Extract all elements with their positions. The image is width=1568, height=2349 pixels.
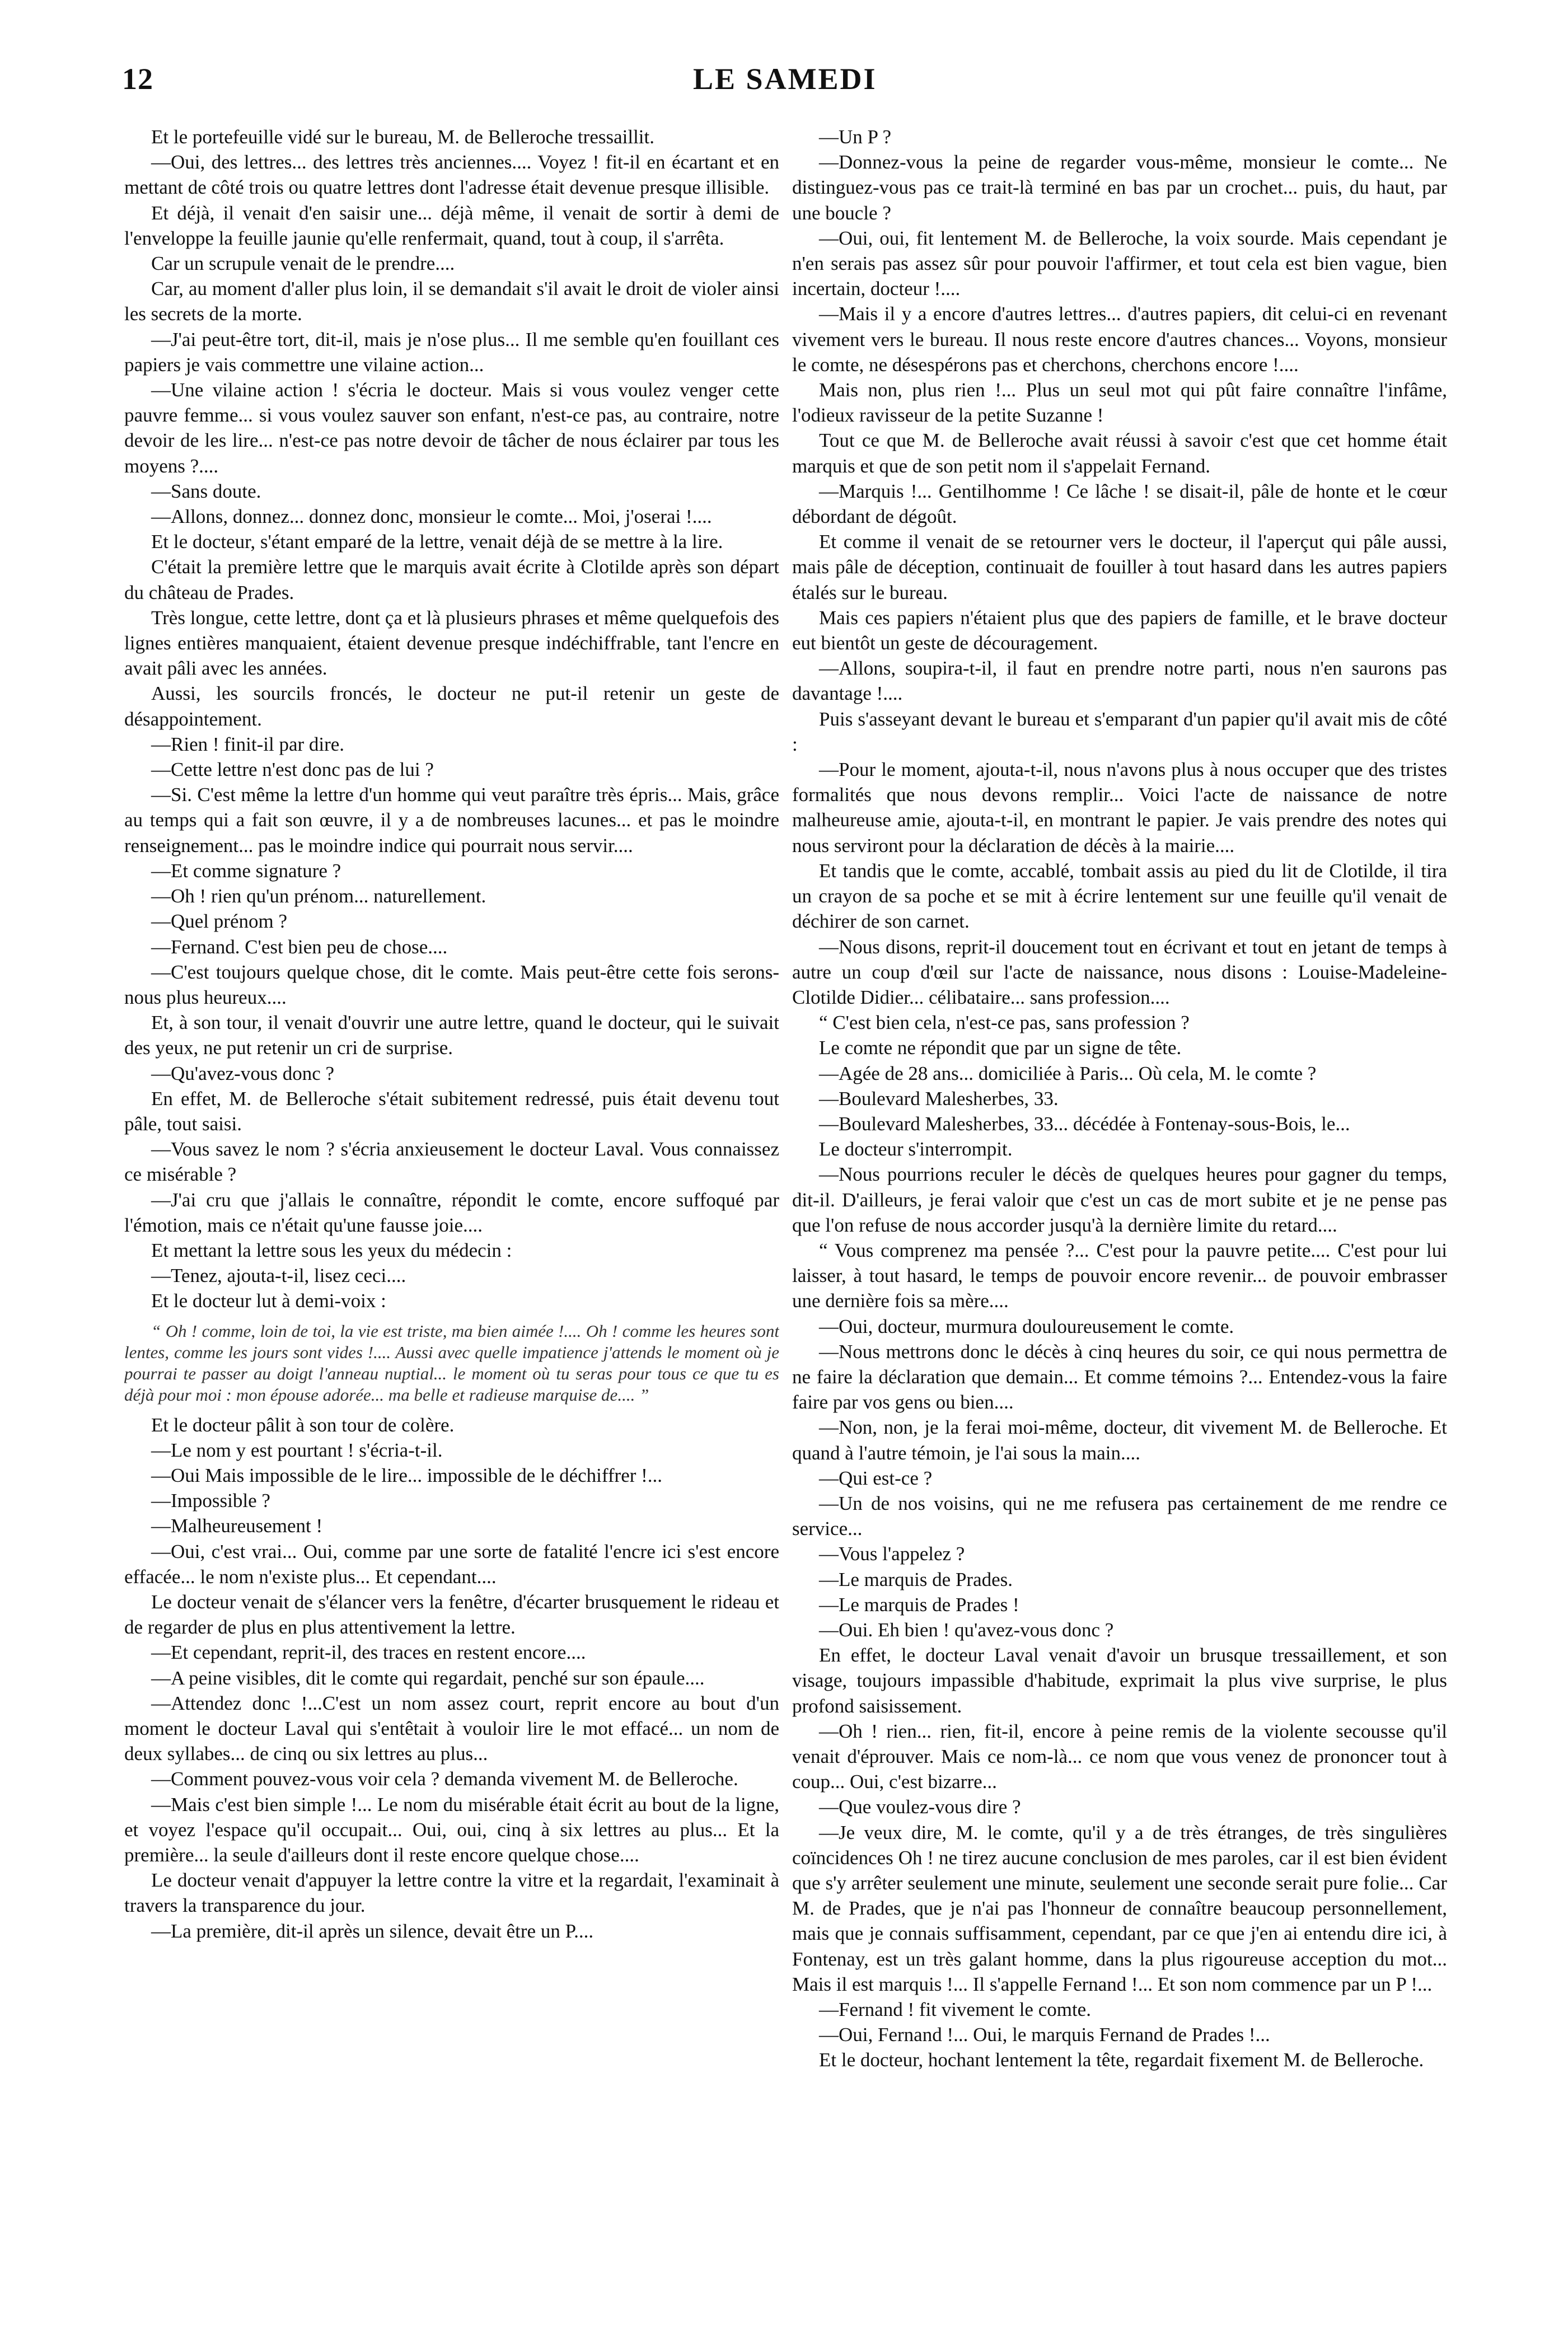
paragraph: Puis s'asseyant devant le bureau et s'emparant d'un papier qu'il avait mis de côté : <box>792 708 1447 755</box>
paragraph: Et mettant la lettre sous les yeux du médecin : <box>151 1239 512 1261</box>
paragraph: Car, au moment d'aller plus loin, il se demandait s'il avait le droit de violer ainsi les secrets de la morte. <box>124 278 779 325</box>
paragraph: Et déjà, il venait d'en saisir une... déjà même, il venait de sortir à demi de l'enveloppe la feuille jaunie qu'elle renfermait, quand, tout à coup, il s'arrêta. <box>124 202 779 249</box>
paragraph: Et tandis que le comte, accablé, tombait assis au pied du lit de Clotilde, il tira un crayon de sa poche et se mit à écrire lentement sur une feuille qu'il venait de déchirer de son carnet. <box>792 859 1447 933</box>
paragraph: —Oui, Fernand !... Oui, le marquis Fernand de Prades !... <box>819 2024 1270 2046</box>
paragraph: —Rien ! finit-il par dire. <box>151 733 345 755</box>
paragraph: —Vous savez le nom ? s'écria anxieusement le docteur Laval. Vous connaissez ce misérable ? <box>124 1138 779 1186</box>
paragraph: —Fernand ! fit vivement le comte. <box>819 1999 1091 2021</box>
paragraph: —Non, non, je la ferai moi-même, docteur, dit vivement M. de Belleroche. Et quand à l'autre témoin, je l'ai sous la main.... <box>792 1416 1447 1464</box>
paragraph: —Tenez, ajouta-t-il, lisez ceci.... <box>151 1265 406 1287</box>
paragraph: —Oh ! rien... rien, fit-il, encore à peine remis de la violente secousse qu'il venait d'éprouver. Mais ce nom-là... ce nom que vous venez de prononcer tout à coup... Oui, c'est bizarre... <box>792 1720 1447 1793</box>
left-column <box>124 124 779 2308</box>
paragraph: —A peine visibles, dit le comte qui regardait, penché sur son épaule.... <box>151 1667 705 1689</box>
paragraph: —Quel prénom ? <box>151 910 287 933</box>
paragraph: “ Vous comprenez ma pensée ?... C'est pour la pauvre petite.... C'est pour lui laisser, à tout hasard, le temps de pouvoir encore revenir... de pouvoir embrasser une dernière fois sa mère.... <box>792 1239 1447 1312</box>
paragraph: —Cette lettre n'est donc pas de lui ? <box>151 759 434 781</box>
paragraph: —Donnez-vous la peine de regarder vous-même, monsieur le comte... Ne distinguez-vous pas ce trait-là terminé en bas par un crochet... puis, du haut, par une boucle ? <box>792 151 1447 224</box>
paragraph: Mais ces papiers n'étaient plus que des papiers de famille, et le brave docteur eut bientôt un geste de découragement. <box>792 606 1447 654</box>
paragraph: Tout ce que M. de Belleroche avait réussi à savoir c'est que cet homme était marquis et que de son petit nom il s'appelait Fernand. <box>792 429 1447 477</box>
quoted-letter: “ Oh ! comme, loin de toi, la vie est triste, ma bien aimée !.... Oh ! comme les heures sont lentes, comme les jours sont vides !.... Aussi avec quelle impatience j'attends le moment où je pourrai te passer au doigt l'anneau nuptial... le moment où tu seras pour tous ce que tu es déjà pour moi : mon épouse adorée... ma belle et radieuse marquise de.... ” <box>124 1321 779 1405</box>
paragraph: Mais non, plus rien !... Plus un seul mot qui pût faire connaître l'infâme, l'odieux ravisseur de la petite Suzanne ! <box>792 379 1447 427</box>
paragraph: —Et comme signature ? <box>151 859 341 882</box>
paragraph: —Allons, donnez... donnez donc, monsieur le comte... Moi, j'oserai !.... <box>151 506 712 528</box>
paragraph: —Mais c'est bien simple !... Le nom du misérable était écrit au bout de la ligne, et voyez l'espace qu'il occupait... Oui, oui, cinq à six lettres au plus... Et la première... la seule d'ailleurs dont il reste encore quelque chose.... <box>124 1793 779 1866</box>
paragraph: Le docteur venait de s'élancer vers la fenêtre, d'écarter brusquement le rideau et de regarder de plus en plus attentivement la lettre. <box>124 1590 779 1639</box>
paragraph: En effet, le docteur Laval venait d'avoir un brusque tressaillement, et son visage, toujours impassible d'habitude, exprimait la plus vive surprise, le plus profond saisissement. <box>792 1644 1447 1717</box>
paragraph: —Nous mettrons donc le décès à cinq heures du soir, ce qui nous permettra de ne faire la déclaration que demain... Et comme témoins ?... Entendez-vous la faire faire par vos gens ou bien.... <box>792 1340 1447 1414</box>
paragraph: Et le docteur pâlit à son tour de colère. <box>151 1414 455 1436</box>
paragraph: Le docteur s'interrompit. <box>819 1138 1013 1161</box>
paragraph: —La première, dit-il après un silence, devait être un P.... <box>151 1920 594 1942</box>
paragraph: —Une vilaine action ! s'écria le docteur. Mais si vous voulez venger cette pauvre femme... si vous voulez sauver son enfant, n'est-ce pas, au contraire, notre devoir de les lire... n'est-ce pas notre devoir de tâcher de nous éclairer par tous les moyens ?.... <box>124 379 779 477</box>
paragraph: —Nous pourrions reculer le décès de quelques heures pour gagner du temps, dit-il. D'ailleurs, je ferai valoir que c'est un cas de mort subite et je ne pense pas que l'on refuse de nous accorder jusqu'à la dernière limite du retard.... <box>792 1163 1447 1236</box>
paragraph: —Un P ? <box>819 126 891 148</box>
paragraph: —Un de nos voisins, qui ne me refusera pas certainement de me rendre ce service... <box>792 1492 1447 1540</box>
paragraph: Le comte ne répondit que par un signe de tête. <box>819 1037 1182 1059</box>
paragraph: Et le portefeuille vidé sur le bureau, M. de Belleroche tressaillit. <box>151 126 654 148</box>
paragraph: —Pour le moment, ajouta-t-il, nous n'avons plus à nous occuper que des tristes formalités que nous devons remplir... Voici l'acte de naissance de notre malheureuse amie, ajouta-t-il, en montrant le papier. Je vais prendre des notes qui nous serviront pour la déclaration de décès à la mairie.... <box>792 759 1447 857</box>
paragraph: —Sans doute. <box>151 480 261 502</box>
paragraph: —Vous l'appelez ? <box>819 1543 965 1565</box>
paragraph: —Agée de 28 ans... domiciliée à Paris... Où cela, M. le comte ? <box>819 1062 1317 1084</box>
paragraph: Aussi, les sourcils froncés, le docteur ne put-il retenir un geste de désappointement. <box>124 682 779 730</box>
paragraph: Car un scrupule venait de le prendre.... <box>151 252 455 275</box>
paragraph: —Qu'avez-vous donc ? <box>151 1062 335 1084</box>
paragraph: —Mais il y a encore d'autres lettres... d'autres papiers, dit celui-ci en revenant vivement vers le bureau. Il nous reste encore d'autres chances... Voyons, monsieur le comte, ne désespérons pas et cherchons, cherchons encore !.... <box>792 303 1447 376</box>
paragraph: —Marquis !... Gentilhomme ! Ce lâche ! se disait-il, pâle de honte et le cœur débordant de dégoût. <box>792 480 1447 528</box>
paragraph: Très longue, cette lettre, dont ça et là plusieurs phrases et même quelquefois des lignes entières manquaient, étaient devenue presque indéchiffrable, tant l'encre en avait pâli avec les années. <box>124 606 779 680</box>
paragraph: —Impossible ? <box>151 1490 270 1512</box>
paragraph: —Oui, oui, fit lentement M. de Belleroche, la voix sourde. Mais cependant je n'en serais pas assez sûr pour pouvoir l'affirmer, et tout cela est bien vague, bien incertain, docteur !.... <box>792 227 1447 300</box>
paragraph: —Oui, docteur, murmura douloureusement le comte. <box>819 1315 1234 1337</box>
paragraph: —Oh ! rien qu'un prénom... naturellement. <box>151 885 486 907</box>
paragraph: —Boulevard Malesherbes, 33. <box>819 1087 1059 1110</box>
paragraph: —Comment pouvez-vous voir cela ? demanda vivement M. de Belleroche. <box>151 1768 738 1790</box>
paragraph: —Nous disons, reprit-il doucement tout en écrivant et tout en jetant de temps à autre un coup d'œil sur l'acte de naissance, nous disons : Louise-Madeleine-Clotilde Didier... célibataire... sans profession.... <box>792 935 1447 1008</box>
paragraph: Et comme il venait de se retourner vers le docteur, il l'aperçut qui pâle aussi, mais pâle de déception, continuait de fouiller à tout hasard dans les autres papiers étalés sur le bureau. <box>792 531 1447 603</box>
paragraph: —Le marquis de Prades. <box>819 1568 1013 1590</box>
paragraph: Et le docteur, s'étant emparé de la lettre, venait déjà de se mettre à la lire. <box>151 531 723 553</box>
paragraph: —C'est toujours quelque chose, dit le comte. Mais peut-être cette fois serons-nous plus heureux.... <box>124 961 779 1008</box>
paragraph: Et, à son tour, il venait d'ouvrir une autre lettre, quand le docteur, qui le suivait des yeux, ne put retenir un cri de surprise. <box>124 1012 779 1059</box>
journal-title: LE SAMEDI <box>693 62 877 96</box>
paragraph: “ C'est bien cela, n'est-ce pas, sans profession ? <box>819 1012 1190 1034</box>
paragraph: Et le docteur, hochant lentement la tête, regardait fixement M. de Belleroche. <box>819 2049 1424 2071</box>
page-header <box>0 62 1568 106</box>
paragraph: —Le marquis de Prades ! <box>819 1593 1019 1616</box>
paragraph: —J'ai cru que j'allais le connaître, répondit le comte, encore suffoqué par l'émotion, mais ce n'était qu'une fausse joie.... <box>124 1188 779 1236</box>
paragraph: —Qui est-ce ? <box>819 1467 933 1489</box>
paragraph: En effet, M. de Belleroche s'était subitement redressé, puis était devenu tout pâle, tout saisi. <box>124 1087 779 1135</box>
paragraph: —Allons, soupira-t-il, il faut en prendre notre parti, nous n'en saurons pas davantage !.... <box>792 657 1447 705</box>
paragraph: —Le nom y est pourtant ! s'écria-t-il. <box>151 1439 443 1461</box>
paragraph: —Oui. Eh bien ! qu'avez-vous donc ? <box>819 1618 1114 1641</box>
paragraph: Et le docteur lut à demi-voix : <box>151 1290 386 1312</box>
paragraph: —Oui Mais impossible de le lire... impossible de le déchiffrer !... <box>151 1464 663 1486</box>
paragraph: —Malheureusement ! <box>151 1515 323 1537</box>
paragraph: —Fernand. C'est bien peu de chose.... <box>151 935 448 958</box>
paragraph: —Si. C'est même la lettre d'un homme qui veut paraître très épris... Mais, grâce au temps qui a fait son œuvre, il y a de nombreuses lacunes... et pas le moindre renseignement... pas le moindre indice qui pourrait nous servir.... <box>124 784 779 857</box>
paragraph: —Je veux dire, M. le comte, qu'il y a de très étranges, de très singulières coïncidences Oh ! ne tirez aucune conclusion de mes paroles, car il est bien évident que s'y arrêter seulement une minute, seulement une seconde serait pure folie... Car M. de Prades, que je n'ai pas l'honneur de connaître beaucoup personnellement, mais que je connais suffisamment, cependant, par ce que j'en ai entendu dire ici, à Fontenay, est un très galant homme, dans la plus rigoureuse acception du mot... Mais il est marquis !... Il s'appelle Fernand !... Et son nom commence par un P !... <box>792 1821 1447 1995</box>
paragraph: —Oui, des lettres... des lettres très anciennes.... Voyez ! fit-il en écartant et en mettant de côté trois ou quatre lettres dont l'adresse était devenue presque illisible. <box>124 151 779 199</box>
paragraph: C'était la première lettre que le marquis avait écrite à Clotilde après son départ du château de Prades. <box>124 556 779 603</box>
paragraph: —Et cependant, reprit-il, des traces en restent encore.... <box>151 1641 586 1664</box>
paragraph: —Attendez donc !...C'est un nom assez court, reprit encore au bout d'un moment le docteur Laval qui s'entêtait à vouloir lire le mot effacé... un nom de deux syllabes... de cinq ou six lettres au plus... <box>124 1692 779 1765</box>
page-number: 12 <box>122 62 153 96</box>
paragraph: —Oui, c'est vrai... Oui, comme par une sorte de fatalité l'encre ici s'est encore effacée... le nom n'existe plus... Et cependant.... <box>124 1540 779 1588</box>
paragraph: —J'ai peut-être tort, dit-il, mais je n'ose plus... Il me semble qu'en fouillant ces papiers je vais commettre une vilaine action... <box>124 328 779 376</box>
right-column <box>792 124 1447 2308</box>
paragraph: —Que voulez-vous dire ? <box>819 1796 1021 1818</box>
paragraph: —Boulevard Malesherbes, 33... décédée à Fontenay-sous-Bois, le... <box>819 1112 1350 1135</box>
paragraph: Le docteur venait d'appuyer la lettre contre la vitre et la regardait, l'examinait à travers la transparence du jour. <box>124 1869 779 1917</box>
